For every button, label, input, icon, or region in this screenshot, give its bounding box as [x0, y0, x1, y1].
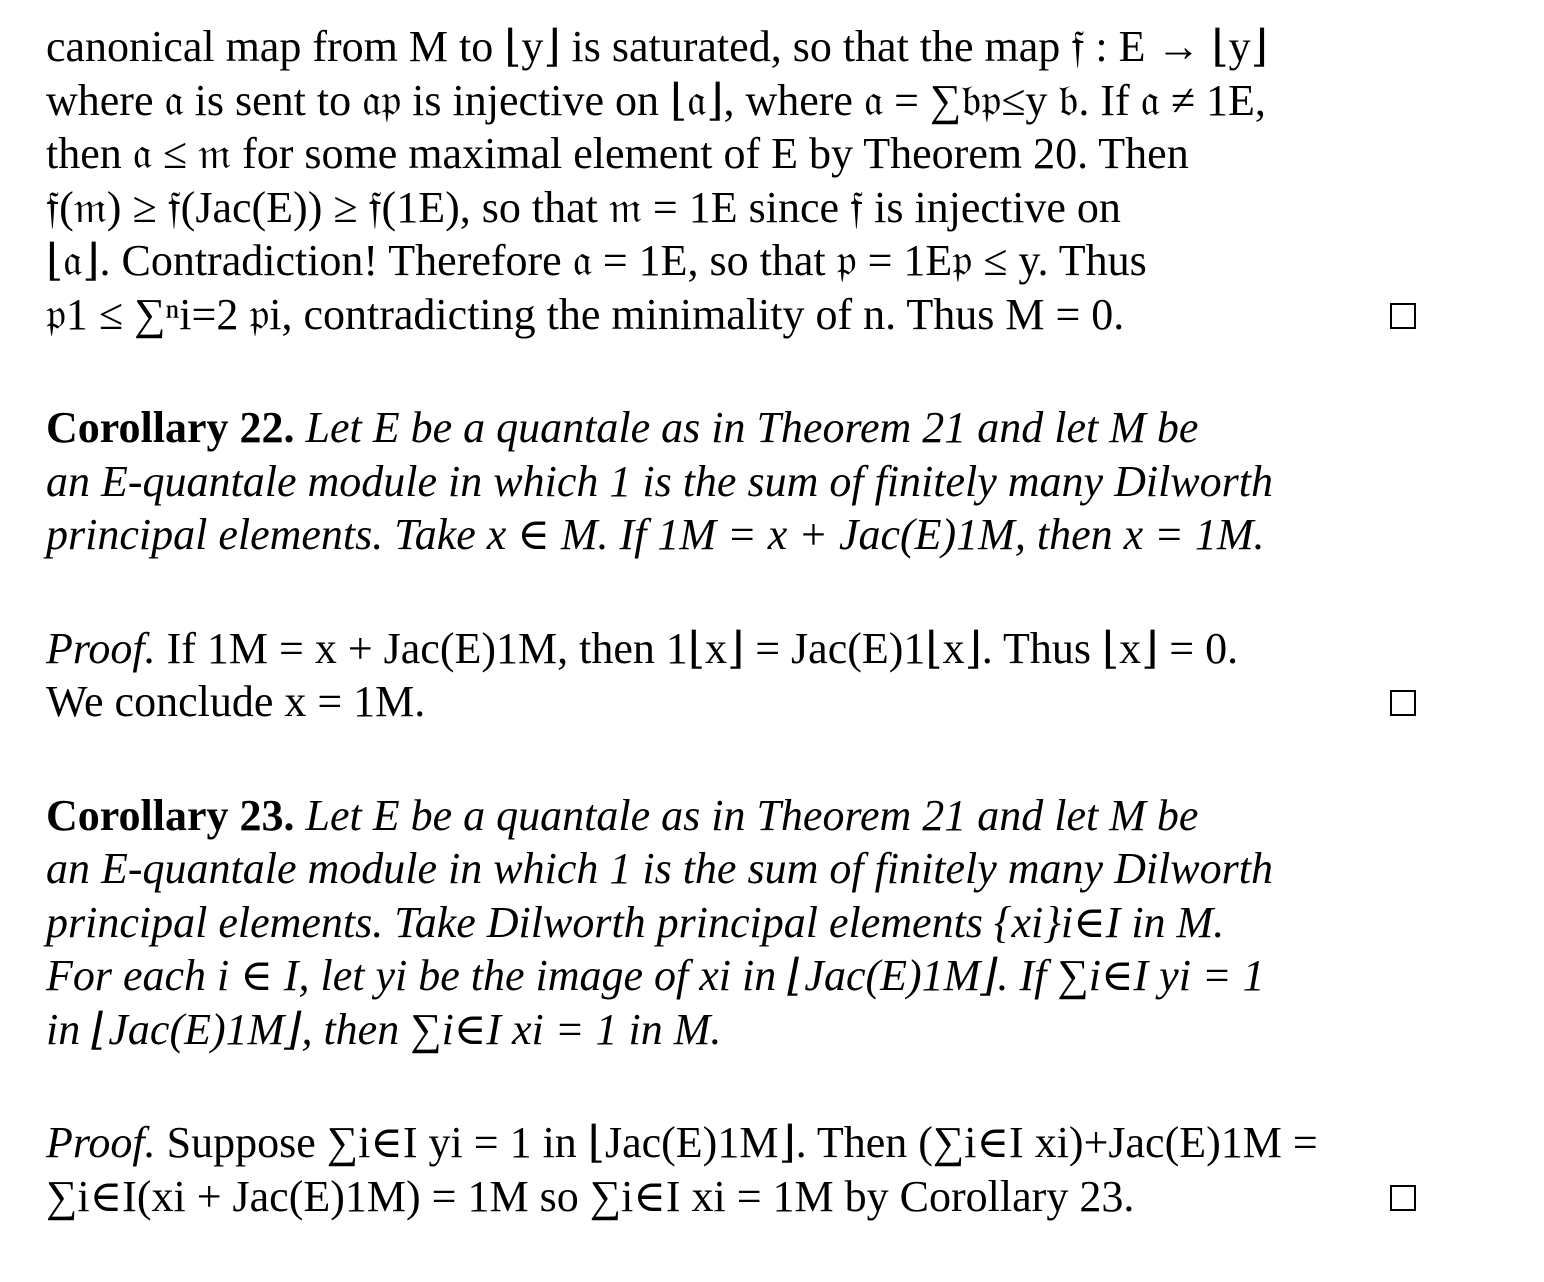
text-line	[46, 1003, 1418, 1057]
text-line	[46, 1170, 1418, 1224]
corollary-statement: principal elements. Take x ∈ M. If 1M = x + Jac(E)1M, then x = 1M.	[46, 510, 1265, 559]
proof-text: ∑i∈I(xi + Jac(E)1M) = 1M so ∑i∈I xi = 1M by Corollary 23.	[46, 1171, 1135, 1221]
text-line	[46, 949, 1418, 1003]
text-line	[46, 234, 1418, 288]
proof-23	[46, 1116, 1418, 1223]
proof-22	[46, 622, 1418, 729]
text-line-content: then 𝔞 ≤ 𝔪 for some maximal element of E by Theorem 20. Then	[46, 129, 1189, 178]
proof-text: Suppose ∑i∈I yi = 1 in ⌊Jac(E)1M⌋. Then (∑i∈I xi)+Jac(E)1M =	[166, 1118, 1318, 1167]
qed-box-icon	[1390, 1185, 1416, 1211]
document-page	[46, 20, 1418, 1223]
corollary-22	[46, 401, 1418, 562]
text-line	[46, 20, 1418, 74]
corollary-23	[46, 789, 1418, 1057]
text-line-content: 𝔭1 ≤ ∑ⁿi=2 𝔭i, contradicting the minimality of n. Thus M = 0.	[46, 289, 1125, 339]
proof-text: If 1M = x + Jac(E)1M, then 1⌊x⌋ = Jac(E)1⌊x⌋. Thus ⌊x⌋ = 0.	[166, 623, 1239, 673]
text-line	[46, 288, 1418, 342]
text-line-content: 𝔣(𝔪) ≥ 𝔣(Jac(E)) ≥ 𝔣(1E), so that 𝔪 = 1E since 𝔣 is injective on	[46, 182, 1121, 232]
text-line	[46, 455, 1418, 509]
text-line-content: ⌊𝔞⌋. Contradiction! Therefore 𝔞 = 1E, so that 𝔭 = 1E𝔭 ≤ y. Thus	[46, 236, 1147, 285]
text-line	[46, 74, 1418, 128]
text-line-content: canonical map from M to ⌊y⌋ is saturated, so that the map 𝔣 : E → ⌊y⌋	[46, 22, 1268, 71]
text-line	[46, 1116, 1468, 1170]
corollary-label: Corollary 23.	[46, 790, 295, 840]
proof-continuation	[46, 20, 1418, 341]
text-line	[46, 127, 1418, 181]
qed-box-icon	[1390, 690, 1416, 716]
text-line	[46, 842, 1418, 896]
text-line	[46, 622, 1418, 676]
corollary-statement: an E-quantale module in which 1 is the sum of finitely many Dilworth	[46, 844, 1273, 893]
text-line	[46, 401, 1418, 455]
corollary-statement: in ⌊Jac(E)1M⌋, then ∑i∈I xi = 1 in M.	[46, 1004, 722, 1054]
text-line	[46, 181, 1418, 235]
corollary-label: Corollary 22.	[46, 403, 295, 452]
corollary-statement: Let E be a quantale as in Theorem 21 and let M be	[305, 790, 1199, 840]
qed-box-icon	[1390, 303, 1416, 329]
text-line-content: where 𝔞 is sent to 𝔞𝔭 is injective on ⌊𝔞⌋, where 𝔞 = ∑𝔟𝔭≤y 𝔟. If 𝔞 ≠ 1E,	[46, 75, 1266, 125]
proof-label: Proof.	[46, 623, 156, 673]
proof-text: We conclude x = 1M.	[46, 677, 426, 726]
corollary-statement: Let E be a quantale as in Theorem 21 and let M be	[305, 403, 1199, 452]
corollary-statement: principal elements. Take Dilworth principal elements {xi}i∈I in M.	[46, 897, 1225, 947]
text-line	[46, 508, 1418, 562]
corollary-statement: For each i ∈ I, let yi be the image of xi in ⌊Jac(E)1M⌋. If ∑i∈I yi = 1	[46, 951, 1265, 1000]
text-line	[46, 896, 1418, 950]
corollary-statement: an E-quantale module in which 1 is the sum of finitely many Dilworth	[46, 456, 1273, 506]
text-line	[46, 675, 1418, 729]
proof-label: Proof.	[46, 1118, 156, 1167]
text-line	[46, 789, 1418, 843]
